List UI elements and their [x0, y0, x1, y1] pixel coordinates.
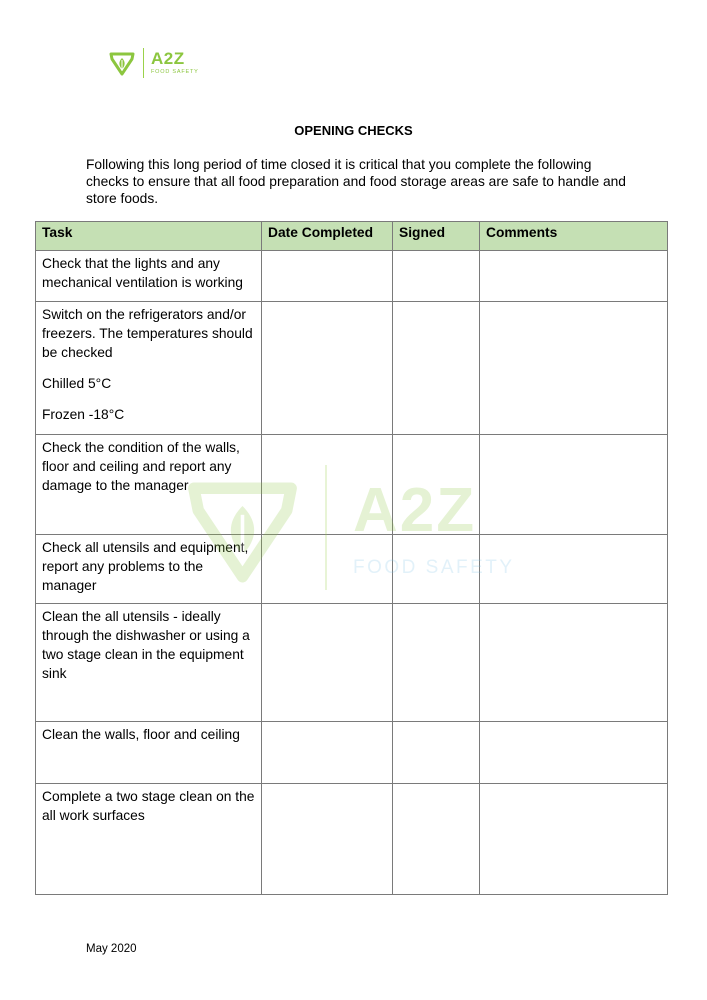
signed-cell[interactable] — [393, 722, 480, 784]
signed-cell[interactable] — [393, 784, 480, 895]
column-header-task: Task — [36, 222, 262, 251]
comments-cell[interactable] — [480, 435, 668, 535]
watermark-tagline: FOOD SAFETY — [353, 557, 515, 578]
table-row — [36, 435, 668, 535]
date-completed-cell[interactable] — [262, 722, 393, 784]
date-completed-cell[interactable] — [262, 784, 393, 895]
logo-tagline: FOOD SAFETY — [151, 69, 199, 75]
table-row — [36, 535, 668, 604]
task-cell — [36, 302, 262, 435]
table-row — [36, 784, 668, 895]
date-completed-cell[interactable] — [262, 251, 393, 302]
signed-cell[interactable] — [393, 302, 480, 435]
chilled-temperature-note: Chilled 5°C — [42, 376, 112, 391]
date-completed-cell[interactable] — [262, 535, 393, 604]
shield-leaf-icon — [109, 51, 135, 77]
comments-cell[interactable] — [480, 604, 668, 722]
watermark-brand: A2Z — [353, 476, 477, 545]
footer-date: May 2020 — [86, 943, 137, 955]
column-header-date-completed: Date Completed — [262, 222, 393, 251]
comments-cell[interactable] — [480, 302, 668, 435]
table-row — [36, 722, 668, 784]
intro-paragraph: Following this long period of time closed it is critical that you complete the following checks to ensure that all food preparation and food storage areas are safe to handle and store foods. — [86, 157, 626, 206]
task-cell: Check all utensils and equipment, report any problems to the manager — [36, 535, 262, 604]
comments-cell[interactable] — [480, 722, 668, 784]
frozen-temperature-note: Frozen -18°C — [42, 407, 125, 422]
table-header-row — [36, 222, 668, 251]
task-cell: Clean the walls, floor and ceiling — [36, 722, 262, 784]
task-cell: Check the condition of the walls, floor and ceiling and report any damage to the manager — [36, 435, 262, 535]
date-completed-cell[interactable] — [262, 604, 393, 722]
logo-brand: A2Z — [151, 49, 185, 68]
page-title: OPENING CHECKS — [294, 123, 413, 138]
signed-cell[interactable] — [393, 535, 480, 604]
signed-cell[interactable] — [393, 435, 480, 535]
column-header-signed: Signed — [393, 222, 480, 251]
date-completed-cell[interactable] — [262, 435, 393, 535]
comments-cell[interactable] — [480, 251, 668, 302]
task-cell: Complete a two stage clean on the all work surfaces — [36, 784, 262, 895]
task-cell: Clean the all utensils - ideally through the dishwasher or using a two stage clean in the equipment sink — [36, 604, 262, 722]
logo-divider — [143, 48, 144, 78]
table-row — [36, 604, 668, 722]
signed-cell[interactable] — [393, 604, 480, 722]
table-row — [36, 251, 668, 302]
signed-cell[interactable] — [393, 251, 480, 302]
date-completed-cell[interactable] — [262, 302, 393, 435]
comments-cell[interactable] — [480, 535, 668, 604]
task-text: Switch on the refrigerators and/or freezers. The temperatures should be checked — [42, 307, 253, 360]
column-header-comments: Comments — [480, 222, 668, 251]
table-row — [36, 302, 668, 435]
comments-cell[interactable] — [480, 784, 668, 895]
company-logo — [109, 48, 199, 80]
task-cell: Check that the lights and any mechanical ventilation is working — [36, 251, 262, 302]
opening-checks-table — [35, 221, 668, 895]
